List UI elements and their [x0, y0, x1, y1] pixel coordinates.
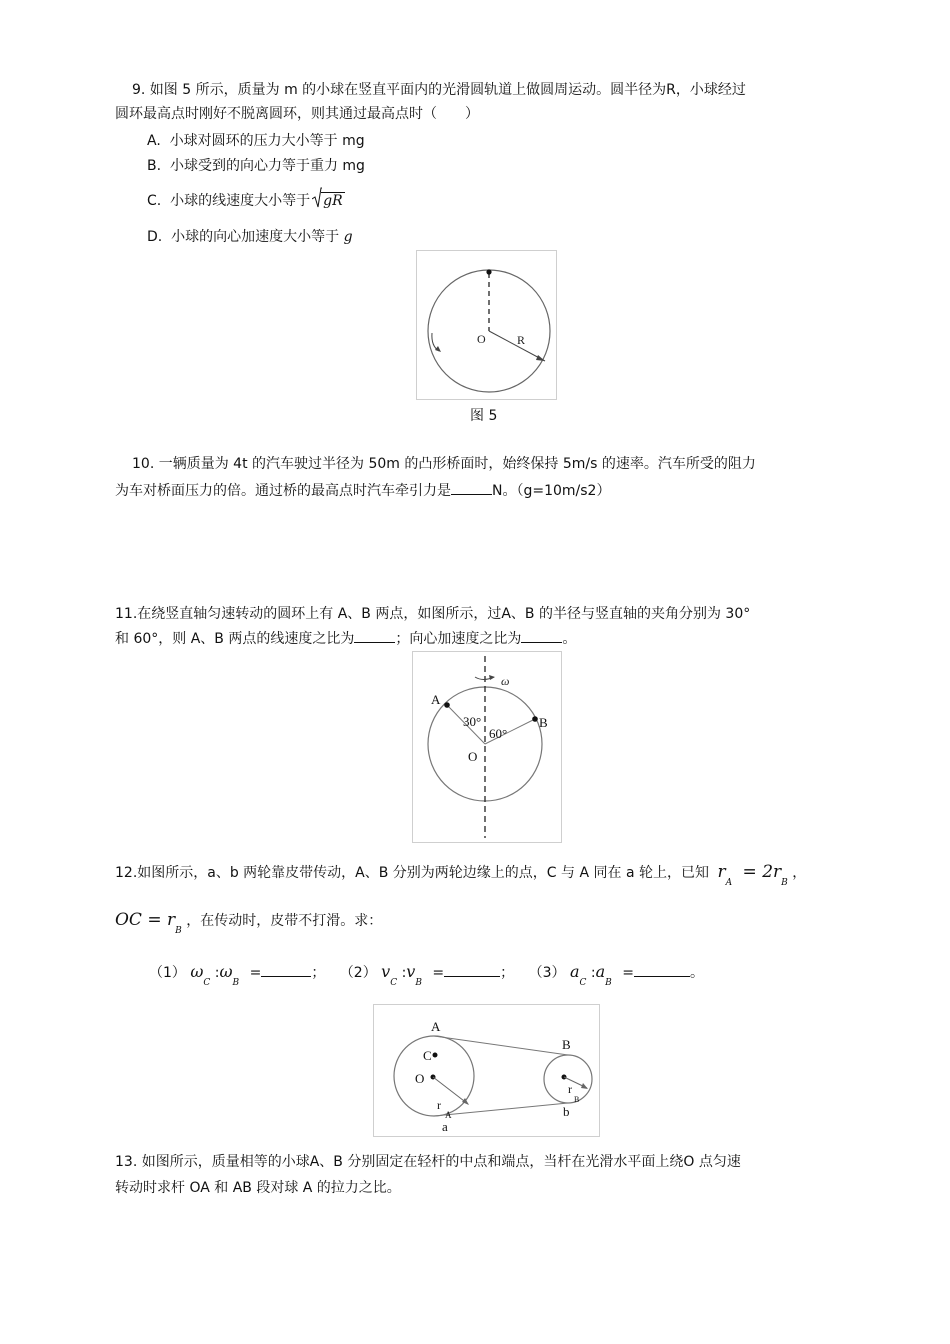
part-num: （2）	[339, 965, 377, 981]
option-label: D.	[147, 229, 163, 245]
q10-text-a: 为车对桥面压力的倍。通过桥的最高点时汽车牵引力是	[115, 483, 451, 499]
q13-line2: 转动时求杆 OA 和 AB 段对球 A 的拉力之比。	[115, 1180, 401, 1196]
label-rA: r	[437, 1098, 441, 1112]
part-right: ω	[219, 962, 233, 981]
q9-option-a[interactable]	[147, 131, 365, 151]
q10-answer-blank[interactable]	[451, 480, 492, 495]
label-a: a	[442, 1119, 448, 1134]
q11-line2	[115, 628, 576, 649]
label-B: B	[562, 1037, 571, 1052]
cond2-sub: B	[175, 926, 182, 936]
angle-30-label: 30°	[463, 714, 482, 729]
part-num: （3）	[528, 965, 566, 981]
q12-line1	[115, 862, 807, 888]
ball-dot	[486, 269, 491, 274]
cond2-lhs: OC = r	[115, 910, 176, 930]
q11-text-a: 和 60°，则 A、B 两点的线速度之比为	[115, 631, 355, 647]
q10-line2	[115, 480, 610, 501]
q9-stem-line1: 9. 如图 5 所示，质量为 m 的小球在竖直平面内的光滑圆轨道上做圆周运动。圆半径为R，小球经过	[132, 82, 746, 98]
q12-blank-3[interactable]	[634, 962, 690, 977]
q10-text-b: N。（g=10m/s2）	[492, 483, 611, 499]
part-left: ω	[190, 962, 204, 981]
part-right-sub: B	[415, 978, 422, 988]
q12-part-1	[149, 962, 330, 988]
q12-text-a: 12.如图所示，a、b 两轮靠皮带传动，A、B 分别为两轮边缘上的点，C 与 A 同在 a 轮上，已知	[115, 865, 709, 881]
option-label: B.	[147, 158, 162, 174]
part-sep: :	[590, 965, 596, 981]
part-end: ；	[500, 965, 515, 981]
center-label: O	[477, 332, 486, 346]
q9-figure-caption: 图 5	[470, 408, 498, 424]
cond1-eq: = 2r	[742, 862, 782, 882]
part-left-sub: C	[203, 978, 211, 988]
q12-line2	[115, 910, 383, 936]
option-text: 小球对圆环的压力大小等于 mg	[169, 133, 365, 149]
q9-stem-line2: 圆环最高点时刚好不脱离圆环，则其通过最高点时（ ）	[115, 106, 479, 122]
label-O: O	[415, 1071, 425, 1086]
option-label: A.	[147, 133, 161, 149]
label-C: C	[423, 1048, 432, 1063]
arrow-head-icon	[581, 1083, 588, 1089]
q12-part-3	[528, 962, 704, 988]
part-right-sub: B	[605, 978, 612, 988]
label-b: b	[563, 1104, 570, 1119]
part-num: （1）	[149, 965, 186, 981]
q9-option-c[interactable]	[147, 191, 345, 211]
part-end: ；	[311, 965, 326, 981]
label-rA-sub: A	[445, 1110, 452, 1120]
point-c-dot	[433, 1053, 438, 1058]
part-eq: =	[432, 965, 445, 981]
part-right-sub: B	[232, 978, 240, 988]
cond1-lhs-sub: A	[725, 878, 733, 888]
belt-top	[434, 1036, 568, 1055]
q11-blank-2[interactable]	[521, 628, 562, 643]
q9-figure	[416, 250, 557, 400]
q9-circle-diagram	[417, 251, 556, 399]
q12-figure	[373, 1004, 600, 1137]
q9-option-d[interactable]	[147, 227, 353, 247]
option-text: 小球受到的向心力等于重力 mg	[169, 158, 365, 174]
option-label: C.	[147, 193, 162, 209]
q11-text-c: 。	[562, 631, 577, 647]
label-a: A	[431, 692, 441, 707]
q12-part-2	[339, 962, 519, 988]
part-end: 。	[689, 965, 704, 981]
q12-parts	[149, 962, 704, 988]
q12-blank-1[interactable]	[261, 962, 311, 977]
q11-ring-diagram	[413, 652, 561, 842]
part-right: a	[595, 962, 606, 981]
q11-figure	[412, 651, 562, 843]
option-math: g	[343, 229, 353, 245]
option-text: 小球的线速度大小等于	[170, 193, 311, 209]
q12-belt-diagram	[374, 1005, 599, 1136]
label-rB-sub: B	[574, 1095, 580, 1104]
angle-60-label: 60°	[489, 726, 508, 741]
sqrt-content: gR	[323, 193, 343, 209]
cond1-end: ，	[792, 865, 807, 881]
point-b-dot	[532, 716, 538, 722]
part-left-sub: C	[390, 978, 398, 988]
part-left: a	[569, 962, 580, 981]
sqrt-symbol	[312, 191, 345, 211]
point-a-dot	[444, 702, 450, 708]
cond1-rhs-sub: B	[781, 878, 788, 888]
label-b: B	[539, 715, 548, 730]
part-right: v	[406, 962, 416, 981]
belt-bottom	[434, 1103, 568, 1116]
omega-label: ω	[501, 674, 510, 688]
q11-text-b: ；向心加速度之比为	[395, 631, 522, 647]
q13-line1: 13. 如图所示，质量相等的小球A、B 分别固定在轻杆的中点和端点，当杆在光滑水平面上绕O 点匀速	[115, 1154, 741, 1170]
radius-label: R	[517, 333, 526, 347]
q10-line1: 10. 一辆质量为 4t 的汽车驶过半径为 50m 的凸形桥面时，始终保持 5m/s 的速率。汽车所受的阻力	[132, 456, 756, 472]
option-text: 小球的向心加速度大小等于	[171, 229, 340, 245]
part-sep: :	[214, 965, 220, 981]
q12-text-b: ，在传动时，皮带不打滑。求：	[186, 913, 383, 929]
part-left: v	[381, 962, 391, 981]
part-eq: =	[622, 965, 634, 981]
cond1-lhs: r	[717, 862, 726, 882]
label-o: O	[468, 749, 478, 764]
part-sep: :	[401, 965, 407, 981]
radical-icon	[312, 187, 322, 209]
q12-blank-2[interactable]	[444, 962, 500, 977]
part-left-sub: C	[579, 978, 587, 988]
label-A: A	[431, 1019, 441, 1034]
q9-option-b[interactable]	[147, 156, 365, 176]
part-eq: =	[249, 965, 262, 981]
q11-blank-1[interactable]	[354, 628, 395, 643]
q11-line1: 11.在绕竖直轴匀速转动的圆环上有 A、B 两点，如图所示，过A、B 的半径与竖直轴的夹角分别为 30°	[115, 606, 751, 622]
label-rB: r	[568, 1082, 572, 1096]
